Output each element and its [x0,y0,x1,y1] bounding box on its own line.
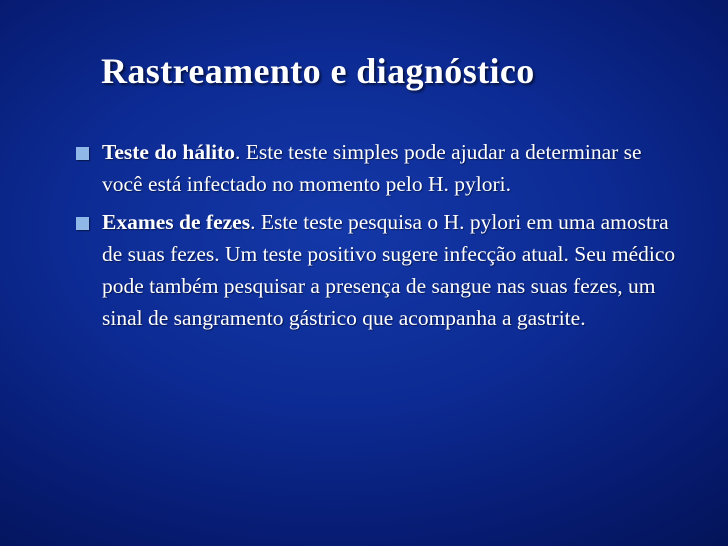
bullet-item-stool-test [72,206,682,334]
bullet-term: Teste do hálito [102,140,235,164]
bullet-text: . Este teste pesquisa o H. pylori em uma amostra de suas fezes. Um teste positivo sugere infecção atual. Seu médico pode também pesquisar a presença de sangue nas suas fezes, um sinal de sangramento gástrico que acompanha a gastrite. [102,210,676,330]
bullet-list [72,136,682,340]
square-bullet-icon [76,217,89,230]
slide-title: Rastreamento e diagnóstico [101,51,535,91]
bullet-text: . Este teste simples pode ajudar a determinar se você está infectado no momento pelo H. pylori. [102,140,642,196]
bullet-item-breath-test [72,136,682,200]
square-bullet-icon [76,147,89,160]
bullet-term: Exames de fezes [102,210,251,234]
